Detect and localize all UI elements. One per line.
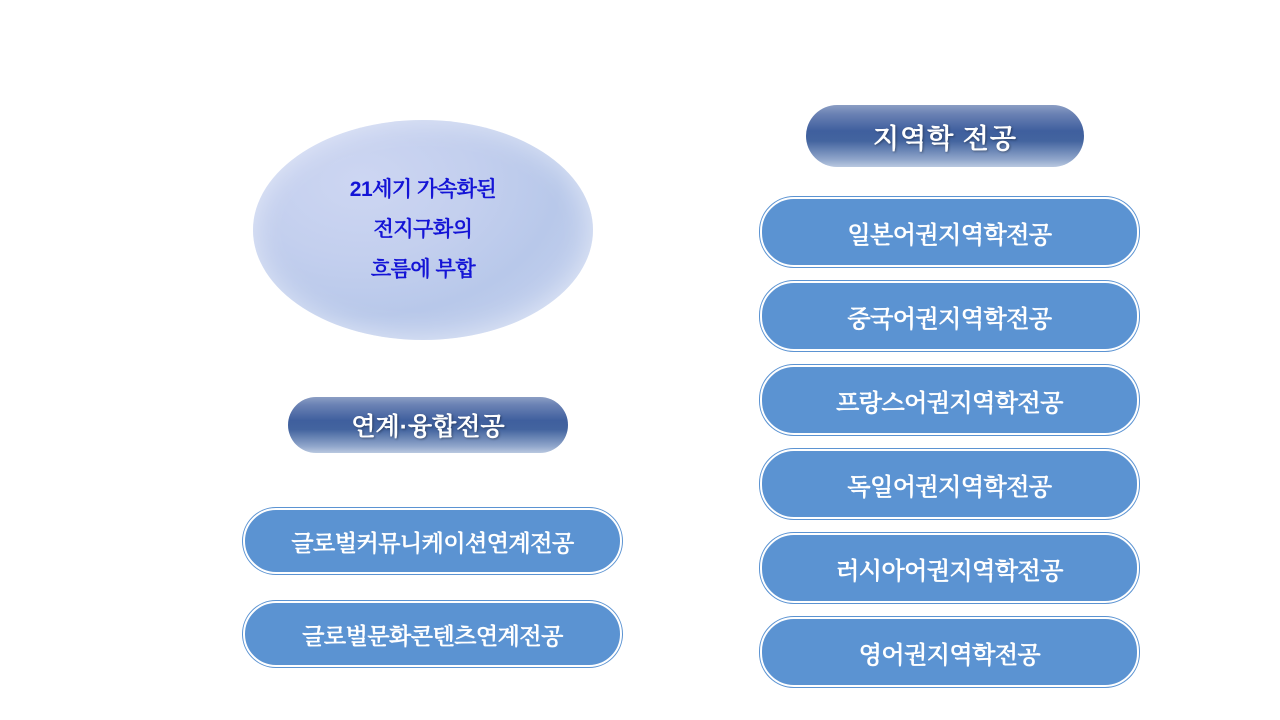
convergence-major-global-culture-contents[interactable]: 글로벌문화콘텐츠연계전공 — [243, 601, 622, 667]
region-major-japanese[interactable]: 일본어권지역학전공 — [760, 197, 1139, 267]
convergence-group-header: 연계·융합전공 — [288, 397, 568, 453]
intro-ellipse — [253, 120, 593, 340]
intro-ellipse-line-1: 21세기 가속화된 — [349, 178, 497, 202]
region-studies-group-header: 지역학 전공 — [806, 105, 1084, 167]
region-major-russian[interactable]: 러시아어권지역학전공 — [760, 533, 1139, 603]
region-major-german[interactable]: 독일어권지역학전공 — [760, 449, 1139, 519]
region-major-french[interactable]: 프랑스어권지역학전공 — [760, 365, 1139, 435]
intro-ellipse-line-3: 흐름에 부합 — [370, 257, 476, 281]
convergence-major-global-communication[interactable]: 글로벌커뮤니케이션연계전공 — [243, 508, 622, 574]
intro-ellipse-line-2: 전지구화의 — [373, 218, 473, 242]
region-major-english[interactable]: 영어권지역학전공 — [760, 617, 1139, 687]
region-major-chinese[interactable]: 중국어권지역학전공 — [760, 281, 1139, 351]
